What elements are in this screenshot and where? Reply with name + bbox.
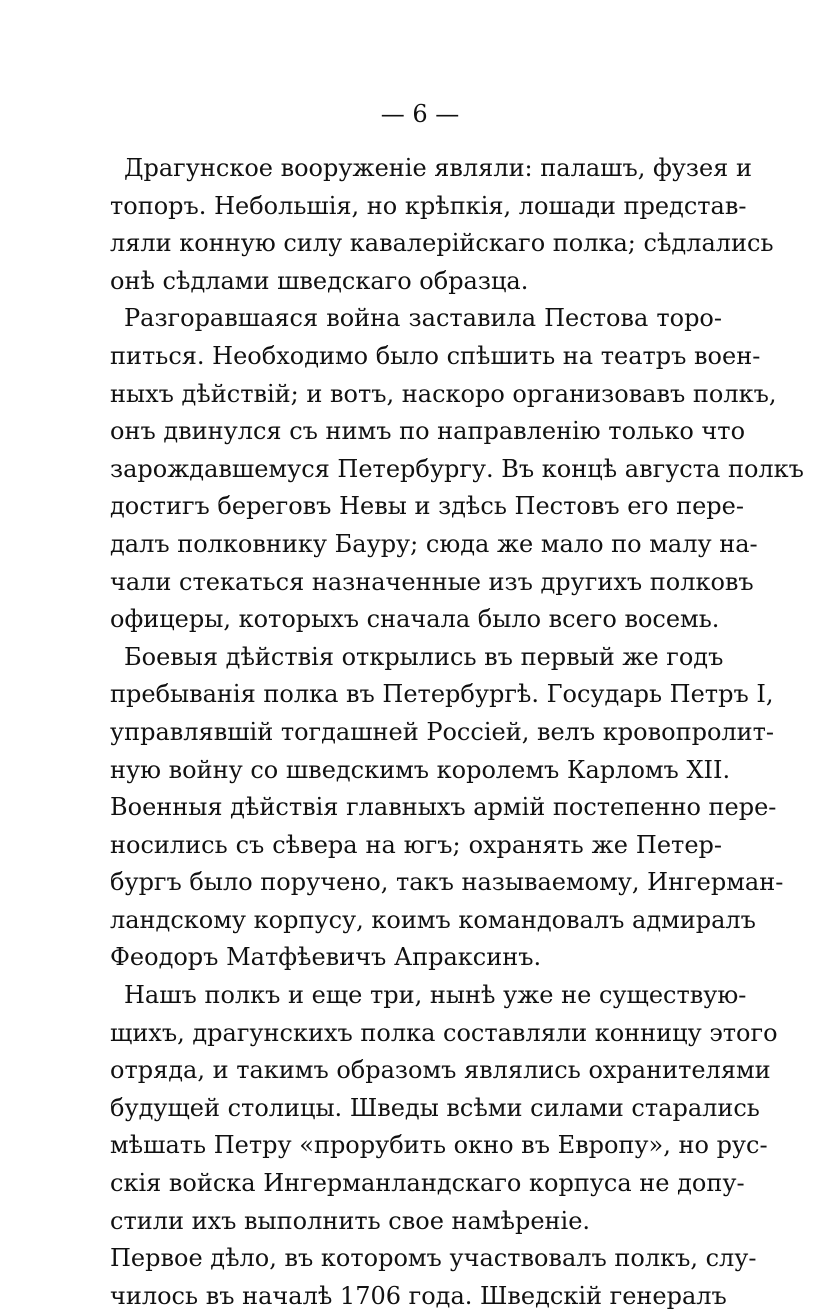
text-line: Нашъ полкъ и еще три, нынѣ уже не существую- [124, 981, 747, 1010]
text-line: Первое дѣло, въ которомъ участвовалъ полкъ, слу- [110, 1244, 757, 1273]
text-line: мѣшать Петру «прорубить окно въ Европу», но рус- [110, 1131, 768, 1160]
paragraph-1 [110, 150, 774, 300]
text-line: онъ двинулся съ нимъ по направленію только что [110, 417, 746, 446]
text-line: онѣ сѣдлами шведскаго образца. [110, 266, 529, 295]
paragraph-3 [110, 639, 784, 977]
paragraph-4 [110, 977, 778, 1240]
text-line: пребыванія полка въ Петербургѣ. Государь Петръ I, [110, 680, 774, 709]
text-line: отряда, и такимъ образомъ являлись охранителями [110, 1056, 771, 1085]
text-line: ныхъ дѣйствій; и вотъ, наскоро организовавъ полкъ, [110, 379, 777, 408]
text-line: Драгунское вооруженіе являли: палашъ, фузея и [124, 154, 752, 182]
text-line: будущей столицы. Шведы всѣми силами старались [110, 1093, 760, 1122]
text-line: далъ полковнику Бауру; сюда же мало по малу на- [110, 529, 758, 558]
text-line: скія войска Ингерманландскаго корпуса не допу- [110, 1169, 745, 1198]
text-line: чилось въ началѣ 1706 года. Шведскій генералъ [110, 1281, 727, 1310]
text-line: офицеры, которыхъ сначала было всего восемь. [110, 605, 720, 634]
text-line: зарождавшемуся Петербургу. Въ концѣ августа полкъ [110, 454, 804, 483]
text-line: бургъ было поручено, такъ называемому, Ингерман- [110, 868, 784, 897]
page-number: — 6 — [380, 100, 460, 128]
paragraph-2 [110, 300, 804, 638]
text-line: Разгоравшаяся война заставила Пестова торо- [124, 304, 722, 333]
text-line: Боевыя дѣйствія открылись въ первый же годъ [124, 642, 724, 671]
text-line: ландскому корпусу, коимъ командовалъ адмиралъ [110, 905, 756, 934]
body-text [110, 150, 804, 1315]
text-line: ляли конную силу кавалерійскаго полка; сѣдлались [110, 229, 774, 258]
text-line: управлявшій тогдашней Россіей, велъ кровопролит- [110, 717, 775, 746]
text-line: достигъ береговъ Невы и здѣсь Пестовъ его пере- [110, 492, 744, 521]
text-line: Феодоръ Матфѣевичъ Апраксинъ. [110, 943, 542, 972]
text-line: стили ихъ выполнить свое намѣреніе. [110, 1206, 591, 1235]
text-line: топоръ. Небольшія, но крѣпкія, лошади представ- [110, 191, 747, 220]
text-line: носились съ сѣвера на югъ; охранять же Петер- [110, 830, 722, 859]
text-line: Военныя дѣйствія главныхъ армій постепенно пере- [110, 793, 777, 822]
paragraph-5 [110, 1240, 757, 1315]
text-line: ную войну со шведскимъ королемъ Карломъ XII. [110, 755, 731, 784]
text-line: чали стекаться назначенные изъ другихъ полковъ [110, 567, 754, 596]
text-line: щихъ, драгунскихъ полка составляли конницу этого [110, 1018, 778, 1047]
text-line: питься. Необходимо было спѣшить на театръ воен- [110, 341, 761, 370]
